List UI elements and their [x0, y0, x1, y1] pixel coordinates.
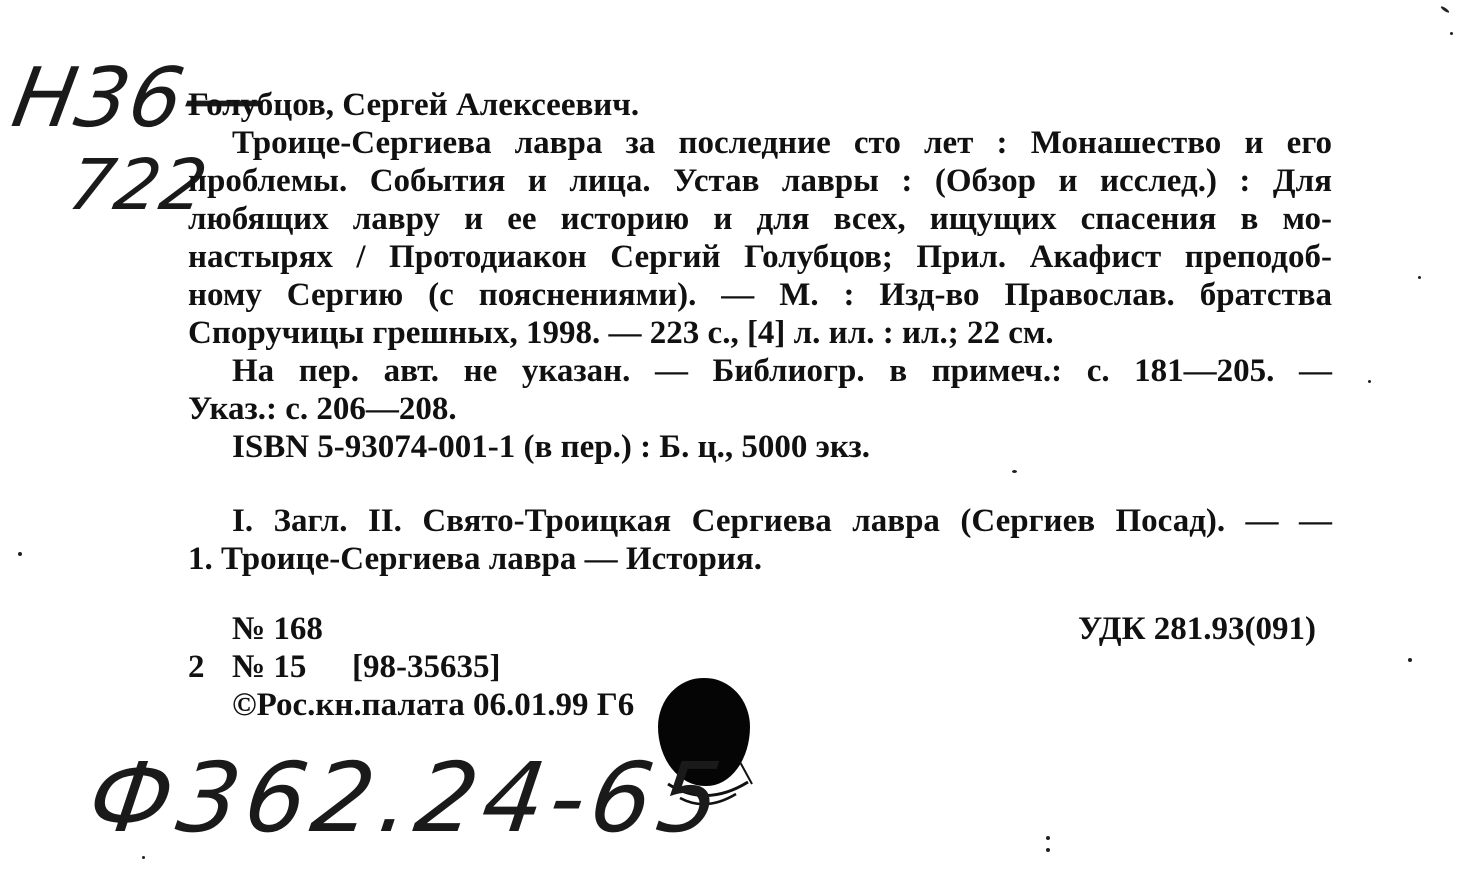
handwritten-inventory-number: Ф362.24-65 [82, 742, 734, 854]
card-number-1: № 168 [232, 611, 323, 647]
copyright-line: ©Рос.кн.палата 06.01.99 Г6 [232, 687, 635, 723]
scan-speck [1046, 836, 1050, 840]
title-line-6: Споручицы грешных, 1998. — 223 с., [4] л. ил. : ил.; 22 см. [188, 315, 1054, 351]
subject-line-2: 1. Троице-Сергиева лавра — История. [188, 541, 762, 577]
scan-speck [18, 552, 22, 556]
subject-line-1: I. Загл. II. Свято-Троицкая Сергиева лавра (Сергиев Посад). — — [232, 503, 1332, 539]
author-heading: Голубцов, Сергей Алексеевич. [188, 87, 640, 123]
udc-code: УДК 281.93(091) [1078, 611, 1316, 647]
title-line-4: настырях / Протодиакон Сергий Голубцов; Прил. Акафист преподоб- [188, 239, 1332, 275]
title-line-3: любящих лавру и ее историю и для всех, ищущих спасения в мо- [188, 201, 1332, 237]
notes-line-2: Указ.: с. 206—208. [188, 391, 457, 427]
scan-speck [1046, 848, 1050, 852]
title-line-1: Троице-Сергиева лавра за последние сто лет : Монашество и его [232, 125, 1332, 161]
scan-speck [142, 856, 145, 859]
scan-speck [1408, 658, 1412, 662]
scan-speck [1368, 380, 1371, 383]
scan-speck [1450, 32, 1453, 35]
copy-prefix: 2 [188, 649, 205, 685]
registration-number: [98-35635] [352, 649, 501, 685]
scan-speck [1418, 276, 1421, 279]
scan-speck [1012, 470, 1017, 473]
scan-speck [1440, 5, 1450, 13]
handwritten-shelf-mark-1: Н36— [5, 51, 275, 146]
title-line-5: ному Сергию (с пояснениями). — М. : Изд-во Православ. братства [188, 277, 1332, 313]
isbn-line: ISBN 5-93074-001-1 (в пер.) : Б. ц., 5000 экз. [232, 429, 870, 465]
notes-line-1: На пер. авт. не указан. — Библиогр. в примеч.: с. 181—205. — [232, 353, 1332, 389]
title-line-2: проблемы. События и лица. Устав лавры : (Обзор и исслед.) : Для [188, 163, 1332, 199]
handwritten-shelf-mark-2: 722 [62, 144, 214, 226]
card-number-2: № 15 [232, 649, 307, 685]
